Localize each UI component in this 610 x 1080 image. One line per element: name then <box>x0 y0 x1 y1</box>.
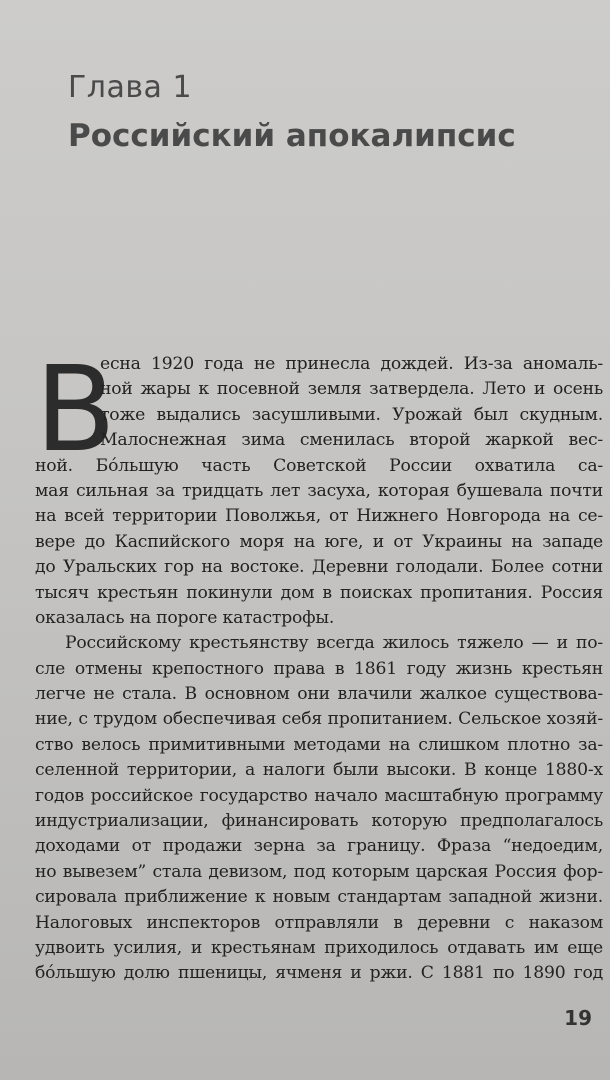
text-line: есна 1920 года не принесла дождей. Из-за аномаль- <box>100 354 603 374</box>
text-line: мая сильная за тридцать лет засуха, которая бушевала почти <box>35 480 603 501</box>
body-text <box>35 340 603 987</box>
text-line: ной жары к посевной земля затвердела. Лето и осень <box>100 379 603 400</box>
text-line: доходами от продажи зерна за границу. Фраза “недоедим, <box>35 836 603 857</box>
text-line: индустриализации, финансировать которую предполагалось <box>35 811 603 832</box>
text-line: на всей территории Поволжья, от Нижнего Новгорода на се- <box>35 506 603 527</box>
text-line: Российскому крестьянству всегда жилось тяжело — и по- <box>65 633 603 654</box>
page-number: 19 <box>564 1006 592 1030</box>
text-line: ной. Бóльшую часть Советской России охватила са- <box>35 455 603 476</box>
text-line: оказалась на пороге катастрофы. <box>35 607 335 628</box>
text-line: легче не стала. В основном они влачили жалкое существова- <box>35 684 603 705</box>
text-line: вере до Каспийского моря на юге, и от Украины на западе <box>35 531 603 552</box>
chapter-title: Российский апокалипсис <box>68 118 516 154</box>
text-line: бóльшую долю пшеницы, ячменя и ржи. С 1881 по 1890 год <box>35 963 603 984</box>
text-line: до Уральских гор на востоке. Деревни голодали. Более сотни <box>35 557 603 578</box>
text-line: удвоить усилия, и крестьянам приходилось отдавать им еще <box>35 937 603 958</box>
text-line: сле отмены крепостного права в 1861 году жизнь крестьян <box>35 658 603 679</box>
text-line: но вывезем” стала девизом, под которым царская Россия фор- <box>35 861 603 882</box>
text-line: тоже выдались засушливыми. Урожай был скудным. <box>100 404 603 425</box>
text-line: ство велось примитивными методами на слишком плотно за- <box>35 734 603 755</box>
text-line: тысяч крестьян покинули дом в поисках пропитания. Россия <box>35 582 603 603</box>
text-line: годов российское государство начало масштабную программу <box>35 785 603 806</box>
text-line: ние, с трудом обеспечивая себя пропитанием. Сельское хозяй- <box>35 709 603 730</box>
text-line: сировала приближение к новым стандартам западной жизни. <box>35 887 603 908</box>
chapter-label: Глава 1 <box>68 70 193 105</box>
text-line: селенной территории, а налоги были высоки. В конце 1880-х <box>35 760 603 781</box>
text-line: Налоговых инспекторов отправляли в деревни с наказом <box>35 912 603 933</box>
text-line: Малоснежная зима сменилась второй жаркой вес- <box>100 430 603 451</box>
drop-cap: В <box>35 340 116 478</box>
